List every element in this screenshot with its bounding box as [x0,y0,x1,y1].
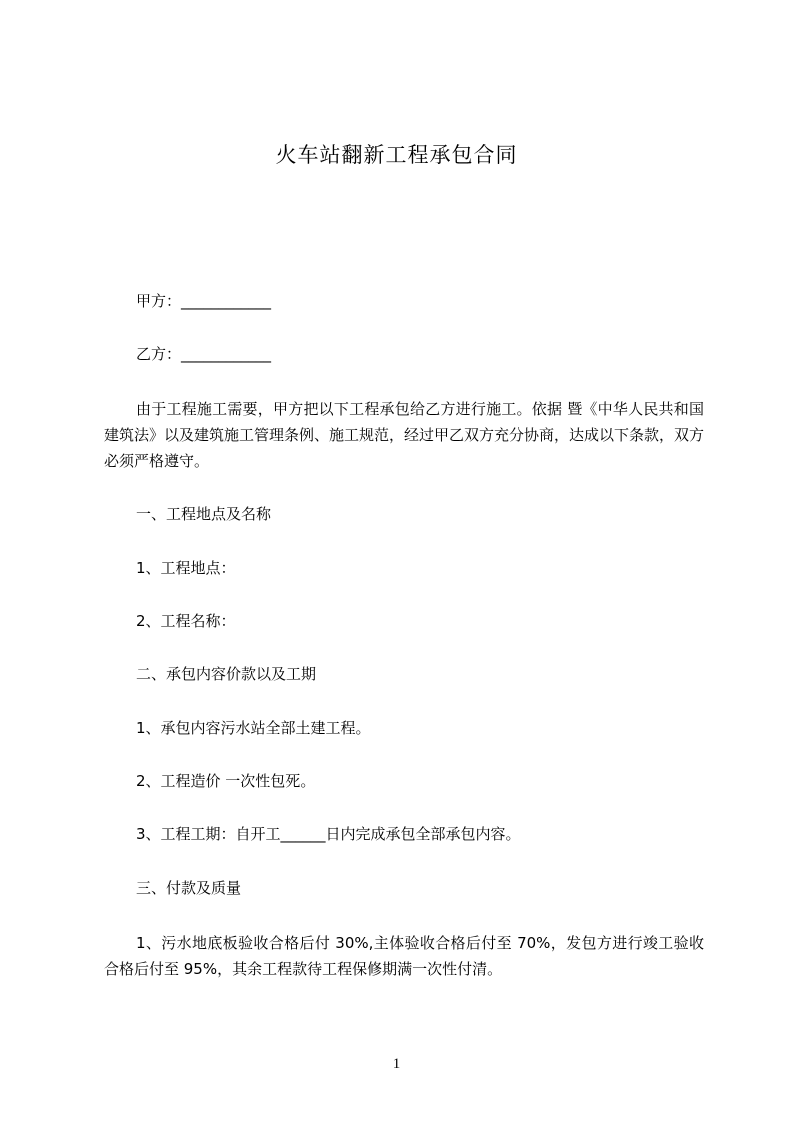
intro-paragraph: 由于工程施工需要，甲方把以下工程承包给乙方进行施工。依据 暨《中华人民共和国建筑法》以及建筑施工管理条例、施工规范，经过甲乙双方充分协商，达成以下条款，双方必须严格遵守。 [104,400,705,470]
party-a-label: 甲方： [136,292,182,310]
section-1-heading: 一、工程地点及名称 [136,505,272,523]
section-2-item-2: 2、工程造价 一次性包死。 [136,772,316,790]
party-b-line [136,343,271,365]
section-1-item-2: 2、工程名称： [136,612,236,630]
section-1-item-1: 1、工程地点： [136,559,236,577]
section-3-item-1: 1、污水地底板验收合格后付 30%,主体验收合格后付至 70%，发包方进行竣工验收合格后付至 95%，其余工程款待工程保修期满一次性付清。 [104,934,704,978]
section-2-heading: 二、承包内容价款以及工期 [136,665,317,683]
section-2-item-1: 1、承包内容污水站全部土建工程。 [136,719,371,737]
document-title: 火车站翻新工程承包合同 [275,143,518,167]
party-a-line [136,290,271,312]
page-number: 1 [392,1056,401,1072]
duration-prefix: 3、工程工期：自开工 [136,825,281,843]
party-b-label: 乙方： [136,345,182,363]
duration-blank: ______ [280,825,326,843]
duration-suffix: 日内完成承包全部承包内容。 [325,825,521,843]
party-b-blank: ____________ [181,345,272,363]
section-3-heading: 三、付款及质量 [136,879,242,897]
section-2-item-3 [136,823,521,845]
party-a-blank: ____________ [181,292,272,310]
